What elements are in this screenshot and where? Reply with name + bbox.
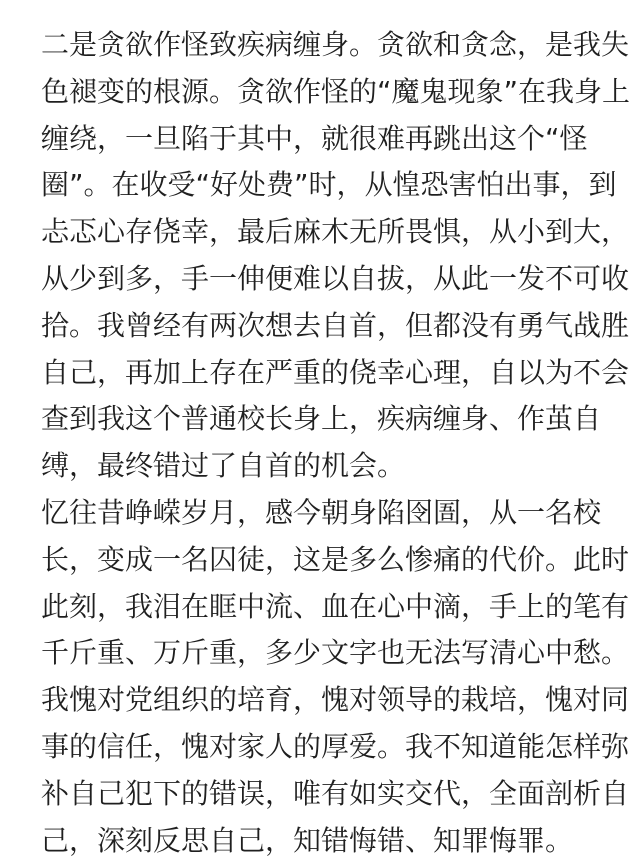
text-line: 补自己犯下的错误，唯有如实交代，全面剖析自 <box>41 776 630 810</box>
text-line: 千斤重、万斤重，多少文字也无法写清心中愁。 <box>41 636 630 670</box>
text-line: 缠绕，一旦陷于其中，就很难再跳出这个“怪 <box>41 121 588 155</box>
text-line: 此刻，我泪在眶中流、血在心中滴，手上的笔有 <box>41 589 630 623</box>
text-line: 色褪变的根源。贪欲作怪的“魔鬼现象”在我身上 <box>41 74 631 108</box>
text-line: 从少到多，手一伸便难以自拔，从此一发不可收 <box>41 261 630 295</box>
text-line: 二是贪欲作怪致疾病缠身。贪欲和贪念，是我失 <box>41 28 630 61</box>
text-line: 事的信任，愧对家人的厚爱。我不知道能怎样弥 <box>41 729 630 763</box>
text-line: 圈”。在收受“好处费”时，从惶恐害怕出事，到 <box>41 168 617 202</box>
text-line: 查到我这个普通校长身上，疾病缠身、作茧自 <box>41 402 602 436</box>
paragraph-1 <box>0 22 640 490</box>
text-line: 长，变成一名囚徒，这是多么惨痛的代价。此时 <box>41 542 630 576</box>
paragraph-2 <box>0 490 640 864</box>
text-line: 自己，再加上存在严重的侥幸心理，自以为不会 <box>41 355 630 389</box>
text-line: 拾。我曾经有两次想去自首，但都没有勇气战胜 <box>41 308 630 342</box>
text-line: 忐忑心存侥幸，最后麻木无所畏惧，从小到大， <box>41 215 630 249</box>
text-line: 我愧对党组织的培育，愧对领导的栽培，愧对同 <box>41 683 630 717</box>
text-line: 缚，最终错过了自首的机会。 <box>41 449 406 483</box>
text-line: 己，深刻反思自己，知错悔错、知罪悔罪。 <box>41 823 574 857</box>
text-line: 忆往昔峥嵘岁月，感今朝身陷囹圄，从一名校 <box>41 496 602 529</box>
